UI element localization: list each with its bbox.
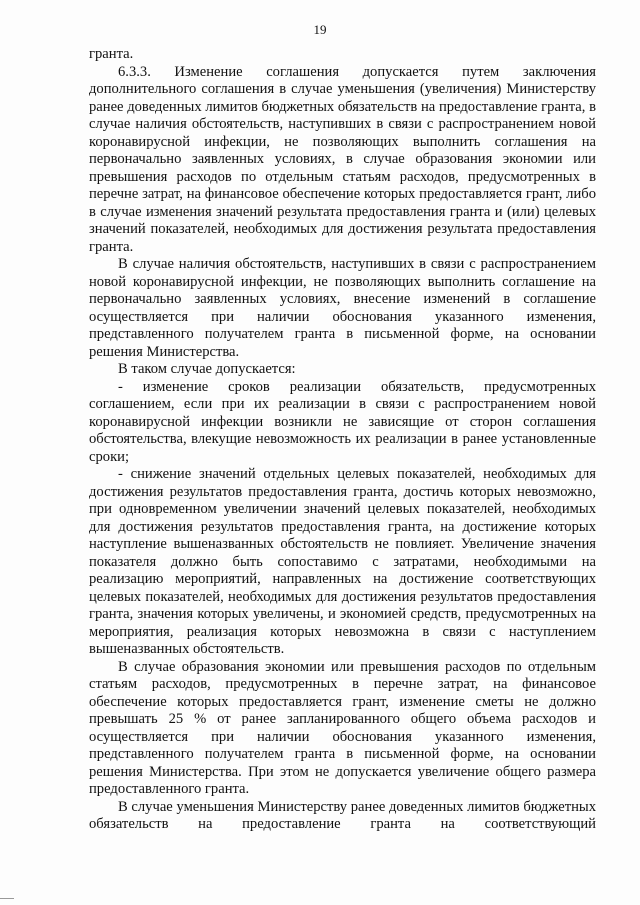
list-item-deadline-change: - изменение сроков реализации обязательств, предусмотренных соглашением, если при их реализации в связи с распространением новой коронавирусной инфекции возникли не зависящие от сторон соглашения обстоятельства, влекущие невозможность их реализации в ранее установленные сроки; bbox=[89, 378, 596, 465]
document-body bbox=[89, 46, 596, 834]
paragraph-continuation: гранта. bbox=[89, 46, 134, 62]
paragraph-clause-6-3-3: 6.3.3. Изменение соглашения допускается путем заключения дополнительного соглашения в случае уменьшения (увеличения) Министерству ранее доведенных лимитов бюджетных обязательств на предоставление гранта, в случае наличия обстоятельств, наступивших в связи с распространением новой коронавирусной инфекции, не позволяющих выполнить соглашения на первоначально заявленных условиях, в случае образования экономии или превышения расходов по отдельным статьям расходов, предусмотренных в перечне затрат, на финансовое обеспечение которых предоставляется грант, либо в случае изменения значений результата предоставления гранта и (или) целевых значений показателей, необходимых для достижения результата предоставления гранта. bbox=[89, 63, 596, 255]
page-number: 19 bbox=[313, 22, 327, 37]
paragraph-savings-overspend: В случае образования экономии или превышения расходов по отдельным статьям расходов, предусмотренных в перечне затрат, на финансовое обеспечение которых предоставляется грант, изменение сметы не должно превышать 25 % от ранее запланированного общего объема расходов и осуществляется при наличии обоснования указанного изменения, представленного получателем гранта в письменной форме, на основании решения Министерства. При этом не допускается увеличение общего размера предоставленного гранта. bbox=[89, 658, 596, 797]
paragraph-permitted-intro: В таком случае допускается: bbox=[118, 361, 296, 377]
list-item-indicator-reduction: - снижение значений отдельных целевых показателей, необходимых для достижения результатов предоставления гранта, достичь которых невозможно, при одновременном увеличении значений целевых показателей, необходимых для достижения результатов предоставления гранта, на достижение которых наступление вышеназванных обстоятельств не повлияет. Увеличение значения показателя должно быть сопоставимо с затратами, необходимыми на реализацию мероприятий, направленных на достижение соответствующих целевых показателей, необходимых для достижения результатов предоставления гранта, значения которых увеличены, и экономией средств, предусмотренных на мероприятия, реализация которых невозможна в связи с наступлением вышеназванных обстоятельств. bbox=[89, 466, 596, 657]
paragraph-limit-reduction: В случае уменьшения Министерству ранее доведенных лимитов бюджетных обязательств на предоставление гранта на соответствующий bbox=[89, 798, 596, 832]
scan-edge-mark bbox=[0, 898, 14, 899]
paragraph-covid-circumstances: В случае наличия обстоятельств, наступивших в связи с распространением новой коронавирусной инфекции, не позволяющих выполнить соглашение на первоначально заявленных условиях, внесение изменений в соглашение осуществляется при наличии обоснования указанного изменения, представленного получателем гранта в письменной форме, на основании решения Министерства. bbox=[89, 256, 596, 360]
